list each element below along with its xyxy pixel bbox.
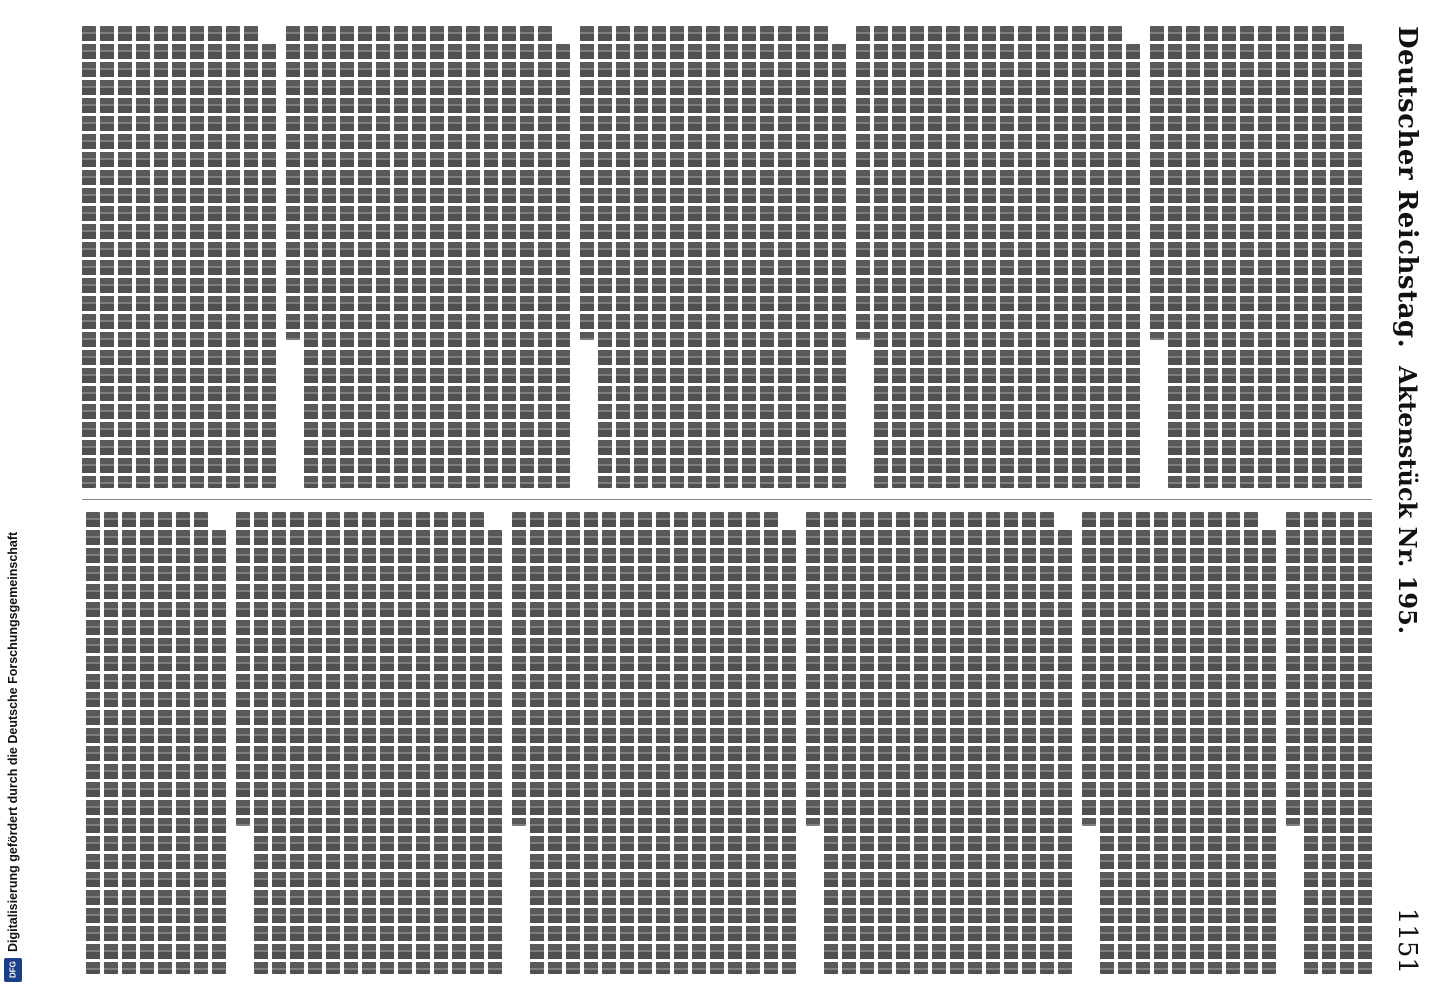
text-line xyxy=(538,26,552,488)
text-line xyxy=(118,26,132,488)
text-line xyxy=(1222,26,1236,488)
text-line xyxy=(394,26,408,488)
text-line xyxy=(136,26,150,488)
text-line xyxy=(262,44,276,488)
text-line xyxy=(724,26,738,488)
page-number: 1151 xyxy=(1392,907,1422,974)
text-line xyxy=(842,512,856,974)
text-line xyxy=(244,26,258,488)
text-line xyxy=(742,26,756,488)
text-line xyxy=(226,26,240,488)
text-line xyxy=(782,530,796,974)
text-line xyxy=(1240,26,1254,488)
text-line xyxy=(502,26,516,488)
text-line xyxy=(344,512,358,974)
text-line xyxy=(484,26,498,488)
text-line xyxy=(416,512,430,974)
right-column xyxy=(82,512,1372,974)
text-line xyxy=(910,26,924,488)
text-line xyxy=(1126,44,1140,488)
text-line xyxy=(140,512,154,974)
text-line xyxy=(1172,512,1186,974)
text-line xyxy=(1040,512,1054,974)
text-line xyxy=(1276,26,1290,488)
text-line xyxy=(968,512,982,974)
text-line xyxy=(932,512,946,974)
text-line xyxy=(1108,26,1122,488)
text-line xyxy=(914,512,928,974)
text-line xyxy=(154,26,168,488)
text-line xyxy=(1100,512,1114,974)
text-line xyxy=(946,26,960,488)
text-line xyxy=(566,512,580,974)
text-line xyxy=(652,26,666,488)
text-line xyxy=(176,512,190,974)
text-line xyxy=(430,26,444,488)
text-line xyxy=(1090,26,1104,488)
text-line xyxy=(1294,26,1308,488)
text-line xyxy=(104,512,118,974)
text-line xyxy=(1168,26,1182,488)
text-line xyxy=(466,26,480,488)
text-line xyxy=(100,26,114,488)
text-line xyxy=(512,512,526,826)
text-line xyxy=(1058,530,1072,974)
text-line xyxy=(1340,512,1354,974)
column-divider xyxy=(82,499,1372,500)
text-line xyxy=(340,26,354,488)
text-line xyxy=(82,26,96,488)
digitization-footer xyxy=(2,2,24,982)
text-line xyxy=(584,512,598,974)
text-line xyxy=(304,26,318,488)
text-line xyxy=(1054,26,1068,488)
text-line xyxy=(308,512,322,974)
text-line xyxy=(878,512,892,974)
text-line xyxy=(1190,512,1204,974)
text-line xyxy=(362,512,376,974)
text-line xyxy=(470,512,484,974)
text-line xyxy=(556,44,570,488)
text-line xyxy=(448,26,462,488)
text-line xyxy=(1186,26,1200,488)
text-line xyxy=(1258,26,1272,488)
text-line xyxy=(616,26,630,488)
text-line xyxy=(236,512,250,826)
text-line xyxy=(964,26,978,488)
text-line xyxy=(290,512,304,974)
text-line xyxy=(1204,26,1218,488)
text-line xyxy=(982,26,996,488)
text-line xyxy=(674,512,688,974)
text-line xyxy=(322,26,336,488)
text-line xyxy=(272,512,286,974)
text-line xyxy=(688,26,702,488)
text-line xyxy=(620,512,634,974)
text-line xyxy=(580,26,594,340)
text-line xyxy=(1000,26,1014,488)
text-line xyxy=(1136,512,1150,974)
publication-title: Deutscher Reichstag. xyxy=(1392,26,1422,349)
text-line xyxy=(760,26,774,488)
text-line xyxy=(376,26,390,488)
text-line xyxy=(412,26,426,488)
text-line xyxy=(86,512,100,974)
text-line xyxy=(824,512,838,974)
text-line xyxy=(656,512,670,974)
text-line xyxy=(806,512,820,826)
text-line xyxy=(1244,512,1258,974)
text-line xyxy=(814,26,828,488)
text-line xyxy=(530,512,544,974)
text-line xyxy=(1348,44,1362,488)
text-line xyxy=(254,512,268,974)
text-line xyxy=(706,26,720,488)
text-line xyxy=(520,26,534,488)
text-line xyxy=(950,512,964,974)
text-line xyxy=(986,512,1000,974)
text-line xyxy=(1118,512,1132,974)
text-line xyxy=(1072,26,1086,488)
text-line xyxy=(728,512,742,974)
text-line xyxy=(1286,512,1300,826)
text-line xyxy=(1018,26,1032,488)
text-line xyxy=(1304,512,1318,974)
text-line xyxy=(1022,512,1036,974)
text-line xyxy=(598,26,612,488)
text-line xyxy=(832,44,846,488)
text-line xyxy=(796,26,810,488)
document-number: Aktenstück Nr. 195. xyxy=(1393,365,1422,635)
text-line xyxy=(1358,512,1372,974)
text-line xyxy=(158,512,172,974)
dfg-logo-icon: DFG xyxy=(4,958,22,982)
text-line xyxy=(208,26,222,488)
text-line xyxy=(710,512,724,974)
text-line xyxy=(928,26,942,488)
text-line xyxy=(398,512,412,974)
text-line xyxy=(286,26,300,340)
text-line xyxy=(874,26,888,488)
text-line xyxy=(1330,26,1344,488)
text-line xyxy=(638,512,652,974)
text-line xyxy=(1082,512,1096,826)
text-line xyxy=(764,512,778,974)
text-line xyxy=(434,512,448,974)
text-line xyxy=(548,512,562,974)
left-column xyxy=(82,26,1372,488)
text-line xyxy=(1150,26,1164,340)
text-line xyxy=(634,26,648,488)
text-line xyxy=(896,512,910,974)
text-line xyxy=(602,512,616,974)
text-line xyxy=(172,26,186,488)
text-line xyxy=(778,26,792,488)
text-line xyxy=(1322,512,1336,974)
text-line xyxy=(1036,26,1050,488)
text-line xyxy=(860,512,874,974)
text-line xyxy=(452,512,466,974)
text-line xyxy=(670,26,684,488)
text-line xyxy=(122,512,136,974)
text-line xyxy=(1262,530,1276,974)
text-line xyxy=(212,530,226,974)
text-line xyxy=(1208,512,1222,974)
text-line xyxy=(1226,512,1240,974)
body-columns xyxy=(82,26,1372,974)
running-header xyxy=(1390,26,1430,974)
text-line xyxy=(892,26,906,488)
text-line xyxy=(692,512,706,974)
text-line xyxy=(746,512,760,974)
text-line xyxy=(194,512,208,974)
text-line xyxy=(380,512,394,974)
text-line xyxy=(1004,512,1018,974)
text-line xyxy=(326,512,340,974)
text-line xyxy=(856,26,870,340)
text-line xyxy=(488,530,502,974)
text-line xyxy=(190,26,204,488)
text-line xyxy=(358,26,372,488)
text-line xyxy=(1154,512,1168,974)
text-line xyxy=(1312,26,1326,488)
digitization-note: Digitalisierung gefördert durch die Deutsche Forschungsgemeinschaft xyxy=(6,531,20,952)
